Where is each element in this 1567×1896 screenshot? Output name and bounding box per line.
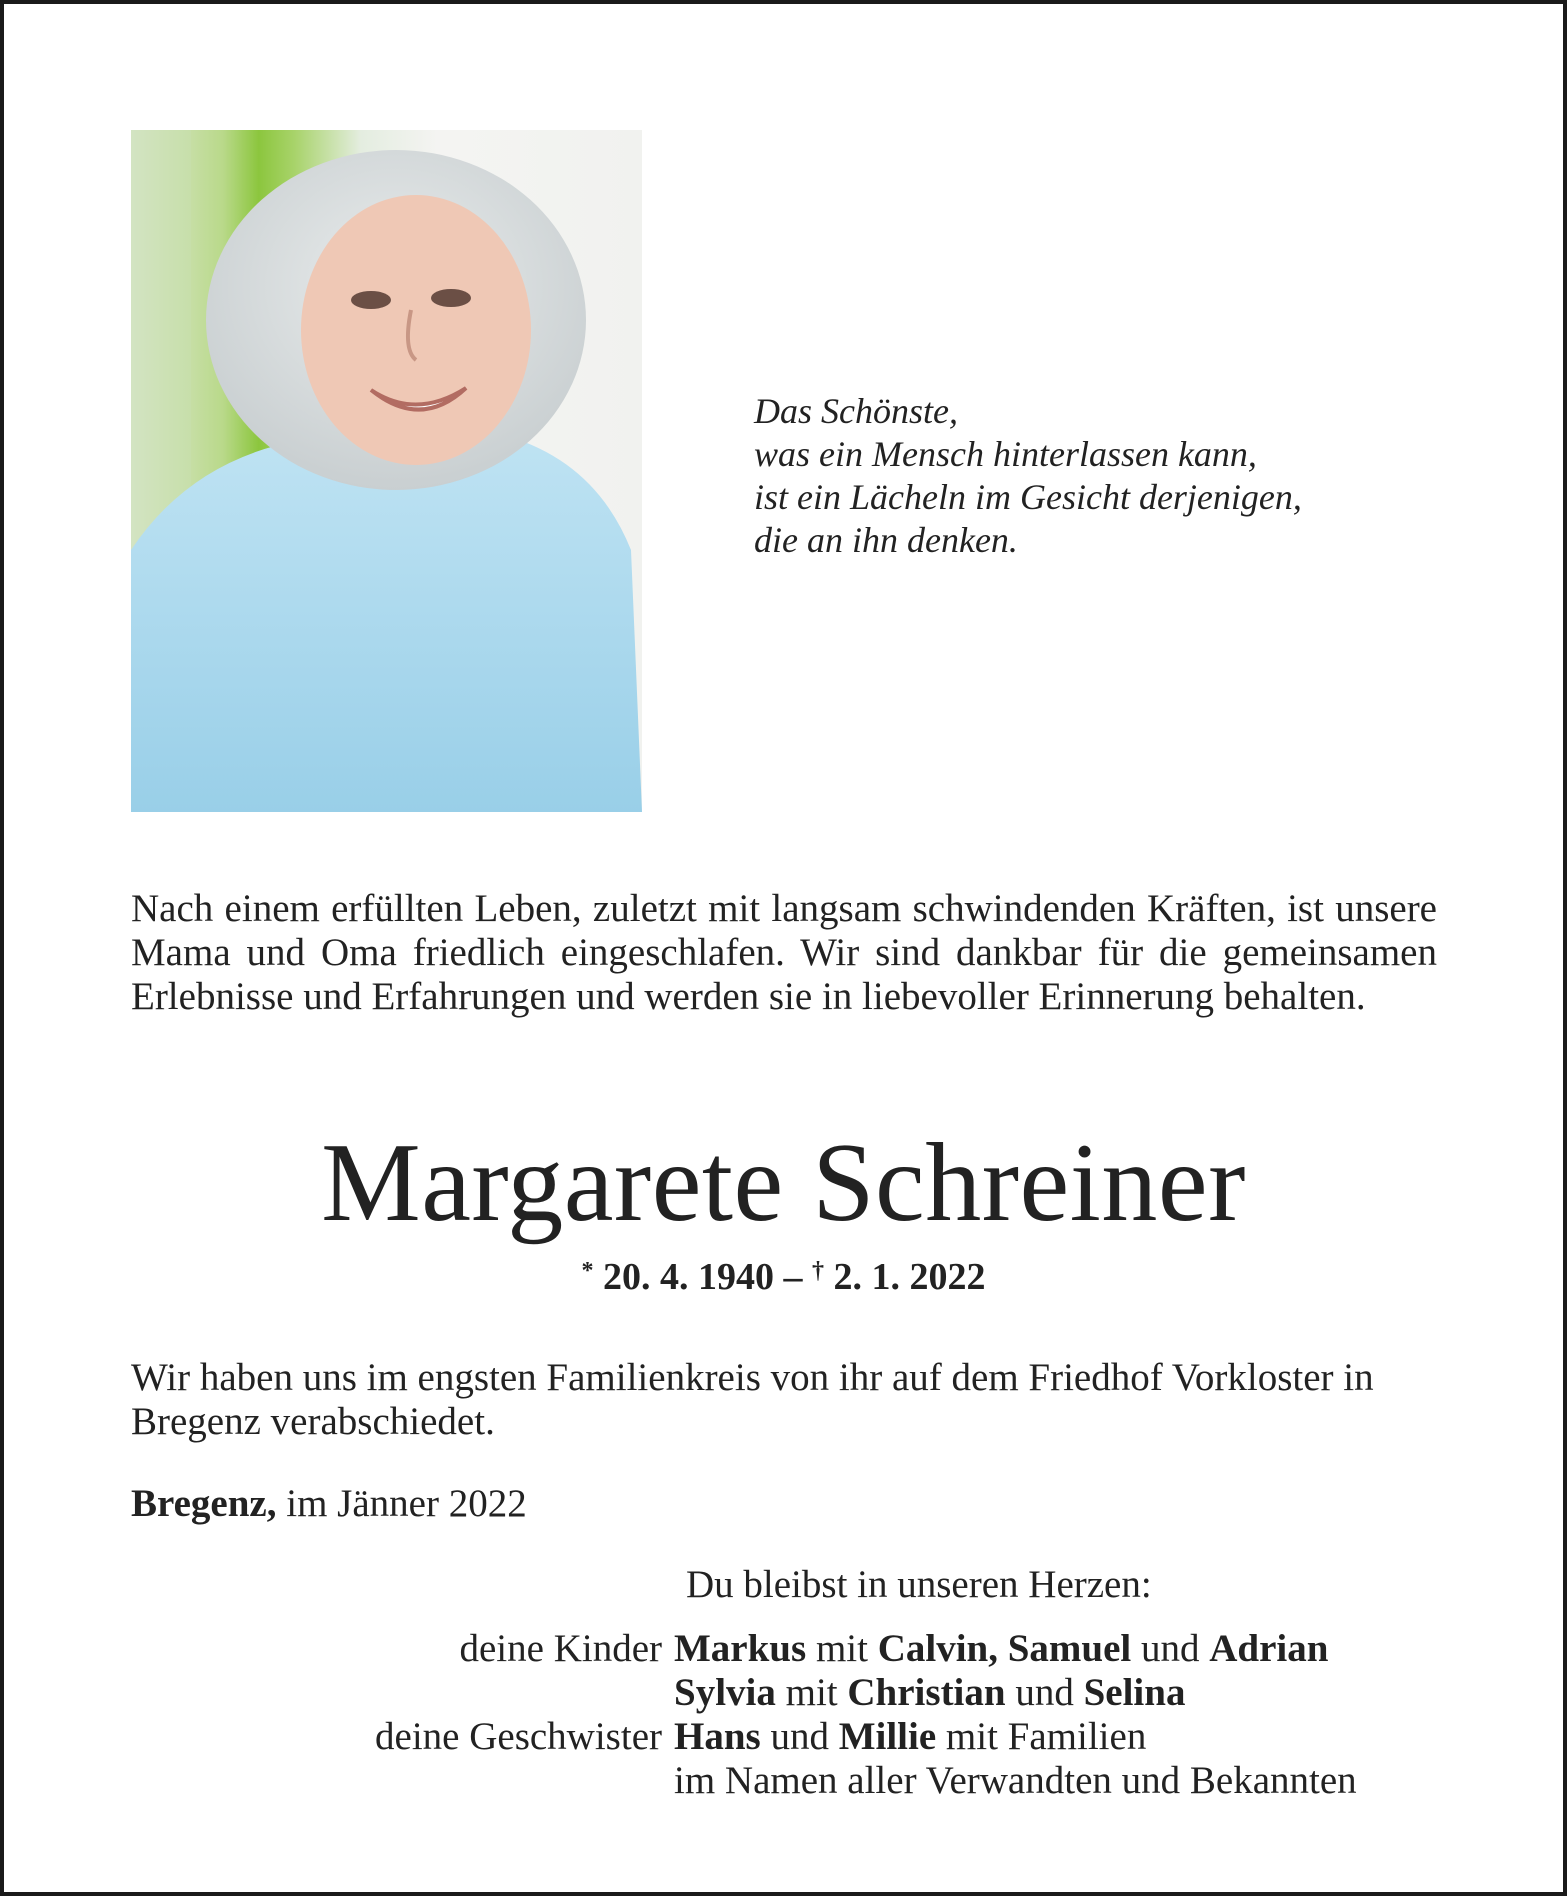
portrait-image bbox=[131, 130, 642, 812]
mourner-connector: mit bbox=[775, 1671, 848, 1714]
mourners-list bbox=[0, 1627, 1567, 1803]
quote-line: ist ein Lächeln im Gesicht derjenigen, bbox=[754, 477, 1302, 517]
mourner-names bbox=[674, 1627, 1328, 1671]
mourner-name: Calvin, Samuel bbox=[877, 1627, 1132, 1670]
portrait-photo bbox=[131, 130, 642, 812]
mourner-name: Hans bbox=[674, 1715, 761, 1758]
mourner-names bbox=[674, 1671, 1185, 1715]
place-city: Bregenz, bbox=[131, 1482, 277, 1525]
mourner-name: Christian bbox=[847, 1671, 1006, 1714]
birth-date: 20. 4. 1940 bbox=[603, 1256, 774, 1298]
mourner-row bbox=[0, 1671, 1567, 1715]
mourner-connector: und bbox=[1005, 1671, 1084, 1714]
mourner-name: Adrian bbox=[1209, 1627, 1329, 1670]
date-separator: – bbox=[783, 1256, 803, 1298]
mourner-name: Markus bbox=[674, 1627, 807, 1670]
intro-text: Nach einem erfüllten Leben, zuletzt mit langsam schwindenden Kräften, ist unsere Mama und Oma friedlich eingeschlafen. Wir sind dankbar für die gemeinsamen Erlebnisse und Erfahrungen und werden sie in liebevoller Erinnerung behalten. bbox=[131, 887, 1437, 1018]
mourner-relation bbox=[0, 1759, 674, 1803]
death-date: 2. 1. 2022 bbox=[833, 1256, 986, 1298]
mourner-connector: und bbox=[760, 1715, 839, 1758]
deceased-name: Margarete Schreiner bbox=[321, 1121, 1246, 1245]
mourner-names bbox=[674, 1715, 1146, 1759]
mourner-row bbox=[0, 1715, 1567, 1759]
mourner-name: Millie bbox=[838, 1715, 937, 1758]
mourner-name: Selina bbox=[1083, 1671, 1186, 1714]
mourner-relation: deine Geschwister bbox=[375, 1715, 662, 1758]
place-date: im Jänner 2022 bbox=[286, 1482, 527, 1525]
mourner-row bbox=[0, 1627, 1567, 1671]
mourner-name: Sylvia bbox=[674, 1671, 776, 1714]
mourner-connector: und bbox=[1131, 1627, 1210, 1670]
mourner-names bbox=[674, 1759, 1357, 1803]
mourner-connector: mit Familien bbox=[936, 1715, 1147, 1758]
mourner-row bbox=[0, 1759, 1567, 1803]
mourner-relation: deine Kinder bbox=[459, 1627, 662, 1670]
mourner-connector: im Namen aller Verwandten und Bekannten bbox=[674, 1759, 1357, 1802]
life-dates bbox=[0, 1255, 1567, 1299]
quote-line: die an ihn denken. bbox=[754, 520, 1018, 560]
farewell-text: Wir haben uns im engsten Familienkreis von ihr auf dem Friedhof Vorkloster in Bregenz verabschiedet. bbox=[131, 1356, 1374, 1443]
memorial-quote bbox=[754, 390, 1414, 562]
quote-line: Das Schönste, bbox=[754, 391, 958, 431]
mourner-connector: mit bbox=[806, 1627, 878, 1670]
place-and-date bbox=[131, 1482, 527, 1526]
quote-line: was ein Mensch hinterlassen kann, bbox=[754, 434, 1257, 474]
birth-symbol: * bbox=[581, 1258, 594, 1284]
mourners-heading: Du bleibst in unseren Herzen: bbox=[686, 1563, 1152, 1606]
mourner-relation bbox=[0, 1671, 674, 1715]
death-symbol: † bbox=[812, 1258, 824, 1284]
